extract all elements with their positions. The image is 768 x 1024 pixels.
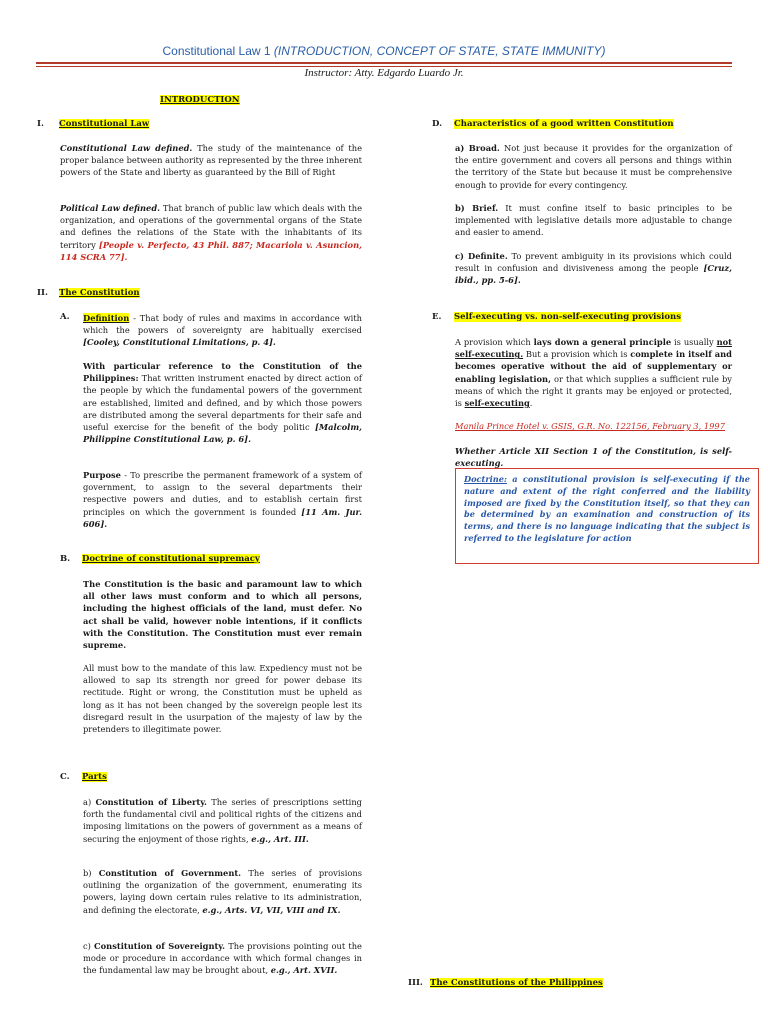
header-rule-thick [36,62,732,64]
constitution-definition [83,312,362,349]
section-d-heading [432,119,674,129]
doctrine-label: Doctrine: [464,474,507,484]
citation: [11 Am. Jur. 606]. [83,506,362,529]
document-title [0,44,768,58]
characteristic-brief [455,202,732,239]
citation: [Malcolm, Philippine Constitutional Law, p. 6]. [83,422,362,445]
item-term: a) Broad. [455,143,500,153]
item-text: The series of prescriptions setting forth the fundamental civil and political rights of the citizens and imposing limitations on the powers of government as a means of securing the enjoyment of those rights, [83,797,362,844]
text-run: is usually [671,337,717,347]
section-title: The Constitution [59,288,140,298]
text-run: or that which supplies a sufficient rule by means of which the right it grants may be enjoyed or protected, is [455,373,732,409]
case-citation: Manila Prince Hotel v. GSIS, G.R. No. 122156, February 3, 1997 [455,421,725,431]
section-title: Constitutional Law [59,119,150,129]
constitution-purpose [83,469,362,530]
subsection-number: E. [432,312,442,322]
case-question: Whether Article XII Section 1 of the Constitution, is self-executing. [455,446,732,469]
characteristic-broad [455,142,732,191]
section-number: I. [37,119,44,129]
item-term: Constitution of Liberty. [95,797,207,807]
lead-text: With particular reference to the Constitution of the Philippines: [83,361,362,384]
subsection-number: B. [60,554,71,564]
citation: [People v. Perfecto, 43 Phil. 887; Macariola v. Asuncion, 114 SCRA 77]. [60,239,362,262]
subsection-number: A. [60,312,70,322]
section-2-heading [37,288,140,298]
definition-text: That branch of public law which deals with the organization, and operations of the governmental organs of the State and defines the relations of the State with the inhabitants of its territory [60,203,362,250]
item-text: The series of provisions outlining the organization of the government, enumerating its powers, laying down certain rules relative to its administration, and defining the electorate, [83,868,362,915]
constitution-of-liberty [83,796,362,845]
citation: [Cruz, ibid., pp. 5-6]. [455,263,732,286]
subsection-title: Doctrine of constitutional supremacy [82,554,260,564]
course-title: Constitutional Law 1 [162,44,274,58]
text-run: lays down a general principle [533,337,672,347]
item-text: It must confine itself to basic principles to be implemented with legislative details more adjustable to change and easier to amend. [455,203,733,238]
constitution-of-sovereignty [83,940,362,977]
section-title: The Constitutions of the Philippines [430,978,603,988]
text-run: not self-executing. [455,337,732,360]
section-1-heading [37,119,149,129]
introduction-heading [160,95,240,105]
section-number: III. [408,978,423,988]
item-term: Constitution of Sovereignty. [94,941,226,951]
item-term: b) Brief. [455,203,499,213]
text-run: A provision which [455,337,534,347]
item-label: b) [83,868,99,878]
item-term: Constitution of Government. [98,868,242,878]
item-term: c) Definite. [455,251,508,261]
text-run: complete in itself and becomes operative without the aid of supplementary or enabling legislation, [455,349,732,384]
constitution-of-government [83,867,362,916]
purpose-text: - To prescribe the permanent framework of a system of government, to assign to the several departments their respective powers and duties, and to establish certain first principles on which the government is founded [83,470,362,517]
subsection-c-heading [60,772,107,782]
text-run: . [529,398,533,409]
citation: e.g., Arts. VI, VII, VIII and IX. [202,904,341,915]
instructor-line: Instructor: Atty. Edgardo Luardo Jr. [304,67,464,79]
citation: e.g., Art. III. [251,833,309,844]
course-topics: (INTRODUCTION, CONCEPT OF STATE, STATE IMMUNITY) [273,44,606,58]
doctrine-box [455,468,759,564]
self-executing-explanation [455,336,732,409]
subsection-title: Definition [83,313,130,323]
subsection-title: Parts [82,772,107,782]
definition-text: - That body of rules and maxims in accordance with which the powers of sovereignty are habitually exercised [83,313,362,336]
subsection-number: C. [60,772,70,782]
item-label: a) [83,797,96,807]
section-e-heading [432,312,681,322]
lead-text: Purpose [83,470,121,480]
citation: [Cooley, Constitutional Limitations, p. 4]. [83,337,276,348]
political-law-definition [60,202,362,263]
subsection-title: Self-executing vs. non-self-executing provisions [454,312,682,322]
term: Constitutional Law defined. [60,143,193,153]
philippine-constitution-definition [83,360,362,445]
section-3-heading [408,978,603,988]
subsection-title: Characteristics of a good written Constitution [454,119,674,129]
subsection-b-heading [60,554,260,564]
doctrine-text: a constitutional provision is self-executing if the nature and extent of the right conferred and the liability imposed are fixed by the Constitution itself, so that they can be determined by an examination and construction of its terms, and there is no language indicating that the subject is referred to the legislature for action [464,474,750,543]
item-text: The provisions pointing out the mode or procedure in accordance with which formal changes in the fundamental law may be brought about, [83,941,362,976]
supremacy-mandate-text: All must bow to the mandate of this law. Expediency must not be allowed to sap its strength nor greed for power debase its rectitude. Right or wrong, the Constitution must be upheld as long as it has not been changed by the sovereign people lest its disregard result in the usurpation of the majesty of law by the pretenders to illegitimate power. [83,663,362,735]
introduction-label: INTRODUCTION [160,95,240,105]
text-run: But a provision which is [523,349,631,360]
item-text: To prevent ambiguity in its provisions which could result in confusion and divisiveness among the people [455,251,732,274]
characteristic-definite [455,250,732,287]
definition-text: The study of the maintenance of the proper balance between authority as represented by the three inherent powers of the State and liberty as guaranteed by the Bill of Right [60,143,362,178]
item-label: c) [83,941,95,951]
citation: e.g., Art. XVII. [270,965,338,976]
constitutional-law-definition [60,142,362,179]
section-number: II. [37,288,48,298]
subsection-a-label [60,312,82,322]
supremacy-doctrine-text: The Constitution is the basic and paramount law to which all other laws must conform and to which all persons, including the highest officials of the land, must defer. No act shall be valid, however noble intentions, if it conflicts with the Constitution. The Constitution must ever remain supreme. [83,579,362,651]
subsection-number: D. [432,119,443,129]
text-run: self-executing [464,398,530,409]
item-text: Not just because it provides for the organization of the entire government and covers all persons and things within the territory of the State but because it must be comprehensive enough to provide for every contingency. [455,143,732,190]
definition-text: That written instrument enacted by direct action of the people by which the fundamental powers of the government are established, limited and defined, and by which those powers are distributed among the several departments for their safe and useful exercise for the benefit of the body politic [83,373,362,433]
term: Political Law defined. [60,203,161,213]
